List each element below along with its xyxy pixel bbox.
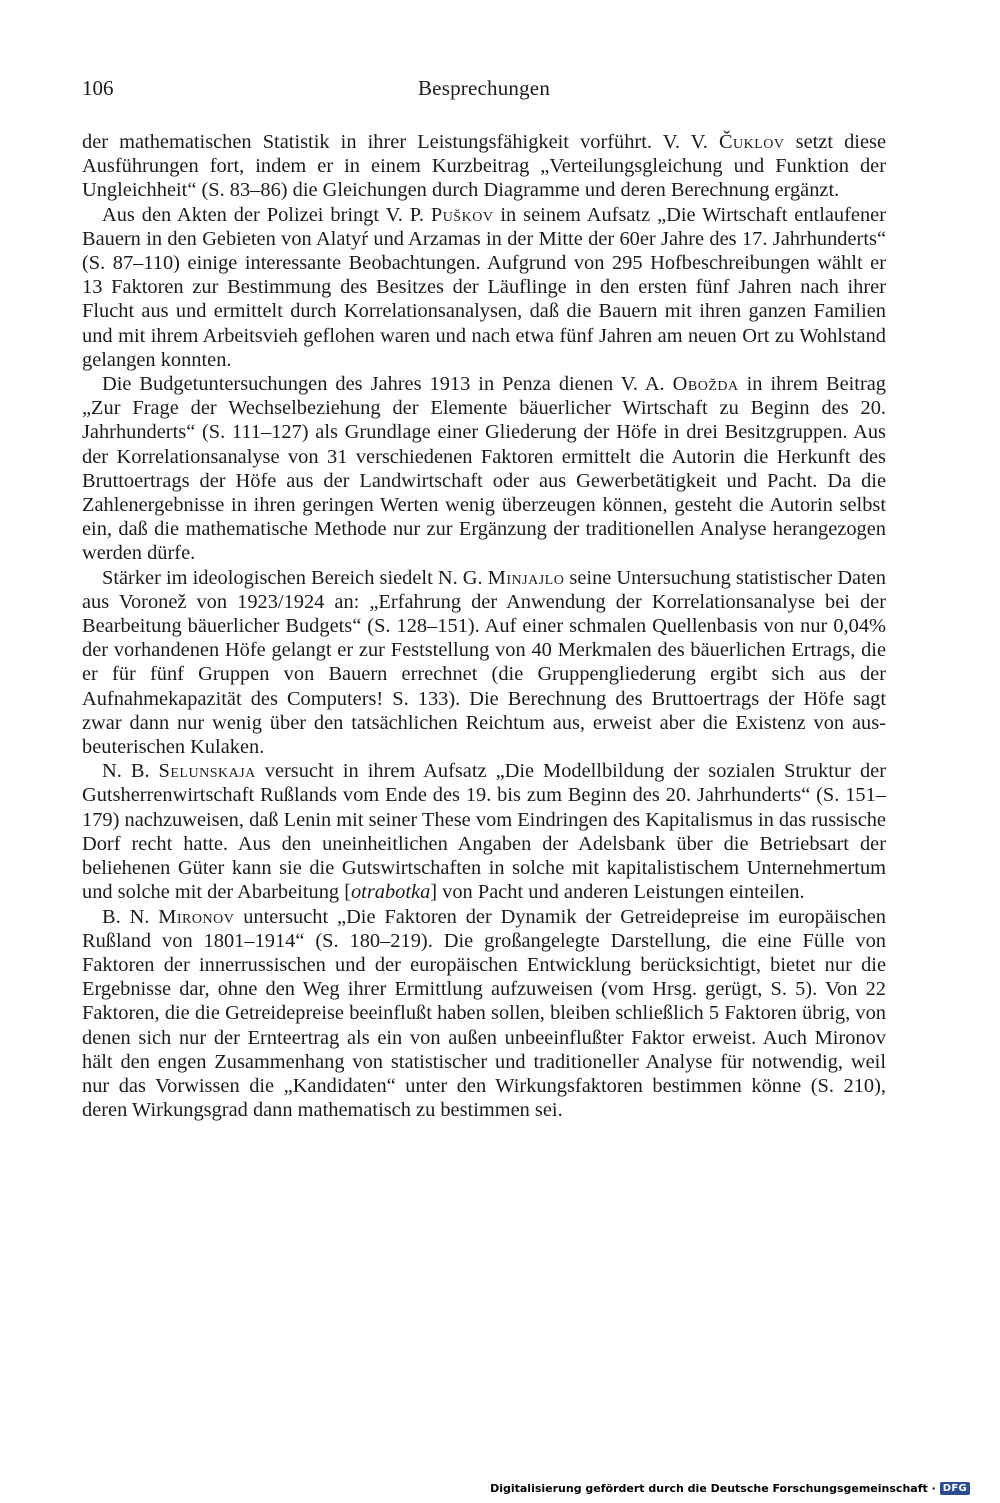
author-name: Čuklov [718,131,785,153]
digitization-credit [490,1482,970,1495]
text-run: der mathematischen Statistik in ihrer Leistungsfähigkeit vorführt. V. V. [82,131,719,153]
dfg-logo: DFG [940,1482,970,1495]
text-run: B. N. [102,905,159,928]
paragraph-6 [82,905,886,1123]
text-run: Die Budgetuntersuchungen des Jahres 1913 in Penza dienen V. A. [102,373,673,396]
author-name: Obožda [672,373,739,396]
text-run: untersucht „Die Faktoren der Dynamik der Getreidepreise im europäischen Rußland von 1801–1914“ (S. 180–219). Die großangelegte Darstellung, die eine Fülle von Faktoren der innerrussischen und der europäischen Entwicklung berücksichtigt, bietet nur die Ergebnisse dar, ohne den Weg ihrer Ermittlung aufzuweisen (vom Hrsg. gerügt, S. 5). Von 22 Faktoren, die die Getreidepreise beeinflußt haben sollen, bleiben schließlich 5 Faktoren übrig, von denen sich nur der Ernteertrag als ein von außen unbeeinflußter Faktor erweist. Auch Mironov hält den engen Zusammenhang von statistischer und traditioneller Analyse für notwendig, weil nur das Vorwissen die „Kandidaten“ unter den Wirkungsfaktoren bestimmen könne (S. 210), deren Wirkungsgrad dann mathematisch zu bestimmen sei. [82,905,886,1122]
text-run: in seinem Aufsatz „Die Wirtschaft entlaufener Bauern in den Gebieten von Alatyŕ und Arzamas in der Mitte der 60er Jahre des 17. Jahrhunderts“ (S. 87–110) einige interessante Beobachtungen. Aufgrund von 295 Hofbeschreibungen wählt er 13 Faktoren zur Bestimmung des Besitzes der Läuflinge in den ersten fünf Jahren nach ihrer Flucht aus und ermittelt durch Korrelationsanalysen, daß die Bauern mit ihren ganzen Familien und mit ihrem Arbeitsvieh geflohen waren und nach etwa fünf Jahren am neuen Ort zu Wohlstand gelangen konnten. [82,203,886,371]
text-run: N. B. [102,760,159,783]
body-text [82,130,886,1122]
paragraph-4 [82,566,886,760]
text-run: in ihrem Beitrag „Zur Frage der Wechselbeziehung der Elemente bäuerlicher Wirtschaft zu Beginn des 20. Jahrhunderts“ (S. 111–127) als Grundlage einer Gliederung der Höfe in drei Besitzgruppen. Aus der Korrelationsanalyse von 31 verschiedenen Faktoren ermittelt die Autorin die Herkunft des Bruttoertrags der Höfe aus der Landwirtschaft oder aus Gewerbetätigkeit und Pacht. Da die Zahlenergebnisse in ihren geringen Werten wenig überzeugen können, gesteht die Autorin selbst ein, daß die mathematische Methode nur zur Ergänzung der traditionellen Analyse herangezogen werden dürfe. [82,373,887,565]
page-header [82,76,886,106]
running-head: Besprechungen [417,76,551,100]
text-run: versucht in ihrem Aufsatz „Die Modellbildung der sozialen Struktur der Gutsherrenwirtschaft Rußlands vom Ende des 19. bis zum Beginn des 20. Jahrhunderts“ (S. 151–179) nachzuweisen, daß Lenin mit seiner These vom Eindringen des Kapitalismus in das russische Dorf recht hatte. Aus den uneinheitlichen Angaben der Adelsbank über die Betriebsart der beliehenen Güter kann sie die Gutswirtschaften in solche mit kapitalistischem Unternehmertum und solche mit der Abarbeitung [ [82,760,886,904]
text-run: ] von Pacht und anderen Leistungen einteilen. [430,881,805,904]
paragraph-5 [82,759,886,904]
paragraph-1 [82,130,886,203]
credit-text: Digitalisierung gefördert durch die Deutsche Forschungsgemeinschaft · [490,1482,936,1495]
text-run: Stärker im ideologischen Bereich siedelt N. G. [102,566,488,589]
italic-term: otrabotka [350,881,431,904]
text-run: setzt diese Ausführungen fort, indem er in einem Kurzbeitrag „Verteilungsgleichung und Funktion der Ungleichheit“ (S. 83–86) die Gleichungen durch Diagramme und deren Berechnung ergänzt. [82,131,886,202]
author-name: Puškov [430,203,494,226]
text-run: Aus den Akten der Polizei bringt V. P. [102,203,431,226]
author-name: Selunskaja [158,760,256,783]
text-run: seine Untersuchung statistischer Daten aus Voronež von 1923/1924 an: „Erfahrung der Anwendung der Korrelationsanalyse bei der Bearbeitung bäuerlicher Budgets“ (S. 128–151). Auf einer schmalen Quellenbasis von nur 0,04% der vorhandenen Höfe gelangt er zur Feststellung von 40 Merkmalen des bäuerlichen Ertrags, die er für fünf Gruppen von Bauern errechnet (die Gruppengliederung ergibt sich aus der Aufnahmekapazität des Computers! S. 133). Die Berechnung des Bruttoertrags der Höfe sagt zwar dann nur wenig über den tatsächlichen Reichtum aus, erweist aber die Existenz von ausbeuterischen Kulaken. [82,566,886,759]
page-number: 106 [82,76,114,100]
author-name: Mironov [158,905,235,928]
paragraph-2 [82,203,886,372]
paragraph-3 [82,372,886,566]
author-name: Minjajlo [487,566,565,589]
